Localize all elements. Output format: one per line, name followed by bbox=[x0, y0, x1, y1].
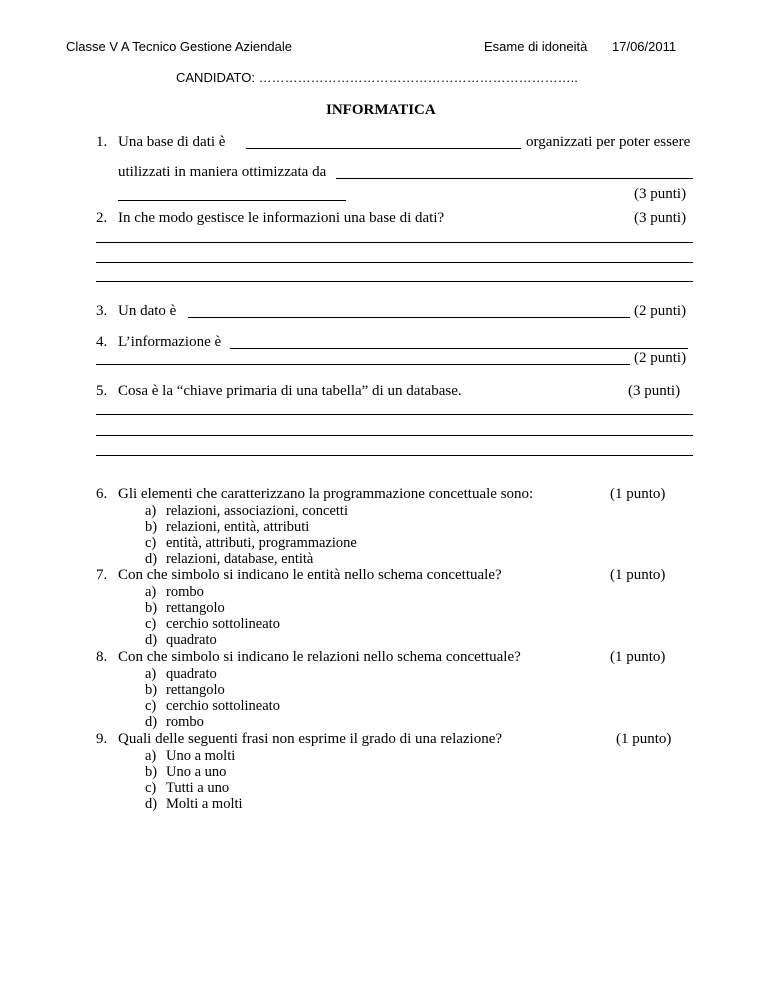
q1-text-part2: organizzati per poter essere bbox=[526, 134, 691, 150]
q8-option-c-letter[interactable]: c) bbox=[145, 698, 157, 714]
q2-number: 2. bbox=[96, 210, 108, 226]
q1-blank-1[interactable] bbox=[246, 134, 521, 149]
q7-option-b[interactable]: rettangolo bbox=[166, 600, 225, 616]
q9-option-d[interactable]: Molti a molti bbox=[166, 796, 243, 812]
q6-option-c-letter[interactable]: c) bbox=[145, 535, 157, 551]
page-title: INFORMATICA bbox=[326, 102, 436, 118]
q9-option-b-letter[interactable]: b) bbox=[145, 764, 158, 780]
q1-number: 1. bbox=[96, 134, 108, 150]
q8-points: (1 punto) bbox=[610, 649, 666, 665]
q9-option-b[interactable]: Uno a uno bbox=[166, 764, 227, 780]
q2-answer-line-1[interactable] bbox=[96, 242, 693, 243]
q6-text: Gli elementi che caratterizzano la programmazione concettuale sono: bbox=[118, 486, 534, 502]
q8-option-c[interactable]: cerchio sottolineato bbox=[166, 698, 280, 714]
q9-option-c-letter[interactable]: c) bbox=[145, 780, 157, 796]
q4-text: L’informazione è bbox=[118, 334, 222, 350]
q5-answer-line-2[interactable] bbox=[96, 435, 693, 436]
q8-option-b[interactable]: rettangolo bbox=[166, 682, 225, 698]
q4-number: 4. bbox=[96, 334, 108, 350]
q9-option-c[interactable]: Tutti a uno bbox=[166, 780, 230, 796]
q8-option-d[interactable]: rombo bbox=[166, 714, 204, 730]
q3-points: (2 punti) bbox=[634, 303, 687, 319]
q5-points: (3 punti) bbox=[628, 383, 681, 399]
q4-blank-2[interactable] bbox=[96, 350, 630, 365]
q8-number: 8. bbox=[96, 649, 108, 665]
exam-date: 17/06/2011 bbox=[612, 39, 677, 54]
q7-points: (1 punto) bbox=[610, 567, 666, 583]
q9-option-a[interactable]: Uno a molti bbox=[166, 748, 236, 764]
q4-points: (2 punti) bbox=[634, 350, 687, 366]
q1-blank-2[interactable] bbox=[336, 164, 693, 179]
q6-option-d[interactable]: relazioni, database, entità bbox=[166, 551, 314, 567]
q1-points: (3 punti) bbox=[634, 186, 687, 202]
exam-label: Esame di idoneità bbox=[484, 39, 588, 54]
q1-text-part3: utilizzati in maniera ottimizzata da bbox=[118, 164, 327, 180]
q7-option-a-letter[interactable]: a) bbox=[145, 584, 157, 600]
q8-option-a-letter[interactable]: a) bbox=[145, 666, 157, 682]
q5-answer-line-1[interactable] bbox=[96, 414, 693, 415]
q6-option-b[interactable]: relazioni, entità, attributi bbox=[166, 519, 310, 535]
q9-points: (1 punto) bbox=[616, 731, 672, 747]
q2-answer-line-2[interactable] bbox=[96, 262, 693, 263]
q8-option-d-letter[interactable]: d) bbox=[145, 714, 158, 730]
q3-text: Un dato è bbox=[118, 303, 177, 319]
q9-number: 9. bbox=[96, 731, 108, 747]
q9-option-a-letter[interactable]: a) bbox=[145, 748, 157, 764]
q8-option-a[interactable]: quadrato bbox=[166, 666, 217, 682]
q5-number: 5. bbox=[96, 383, 108, 399]
q1-text-part1: Una base di dati è bbox=[118, 134, 226, 150]
q2-answer-line-3[interactable] bbox=[96, 281, 693, 282]
q1-blank-3[interactable] bbox=[118, 186, 346, 201]
q6-number: 6. bbox=[96, 486, 108, 502]
q9-text: Quali delle seguenti frasi non esprime il grado di una relazione? bbox=[118, 731, 503, 747]
q8-text: Con che simbolo si indicano le relazioni nello schema concettuale? bbox=[118, 649, 521, 665]
q7-option-c-letter[interactable]: c) bbox=[145, 616, 157, 632]
q7-option-d[interactable]: quadrato bbox=[166, 632, 217, 648]
q6-points: (1 punto) bbox=[610, 486, 666, 502]
q7-text: Con che simbolo si indicano le entità nello schema concettuale? bbox=[118, 567, 502, 583]
q3-number: 3. bbox=[96, 303, 108, 319]
q7-option-a[interactable]: rombo bbox=[166, 584, 204, 600]
q6-option-b-letter[interactable]: b) bbox=[145, 519, 158, 535]
q8-option-b-letter[interactable]: b) bbox=[145, 682, 158, 698]
q2-points: (3 punti) bbox=[634, 210, 687, 226]
q5-answer-line-3[interactable] bbox=[96, 455, 693, 456]
q6-option-a-letter[interactable]: a) bbox=[145, 503, 157, 519]
q2-text: In che modo gestisce le informazioni una base di dati? bbox=[118, 210, 445, 226]
q7-number: 7. bbox=[96, 567, 108, 583]
q7-option-d-letter[interactable]: d) bbox=[145, 632, 158, 648]
q7-option-c[interactable]: cerchio sottolineato bbox=[166, 616, 280, 632]
q9-option-d-letter[interactable]: d) bbox=[145, 796, 158, 812]
q6-option-d-letter[interactable]: d) bbox=[145, 551, 158, 567]
q5-text: Cosa è la “chiave primaria di una tabella” di un database. bbox=[118, 383, 462, 399]
q7-option-b-letter[interactable]: b) bbox=[145, 600, 158, 616]
q6-option-c[interactable]: entità, attributi, programmazione bbox=[166, 535, 357, 551]
candidate-label: CANDIDATO: ……………………………………………………………….. bbox=[176, 70, 578, 85]
q6-option-a[interactable]: relazioni, associazioni, concetti bbox=[166, 503, 348, 519]
q4-blank-1[interactable] bbox=[230, 334, 688, 349]
q3-blank[interactable] bbox=[188, 303, 630, 318]
class-label: Classe V A Tecnico Gestione Aziendale bbox=[66, 39, 292, 54]
